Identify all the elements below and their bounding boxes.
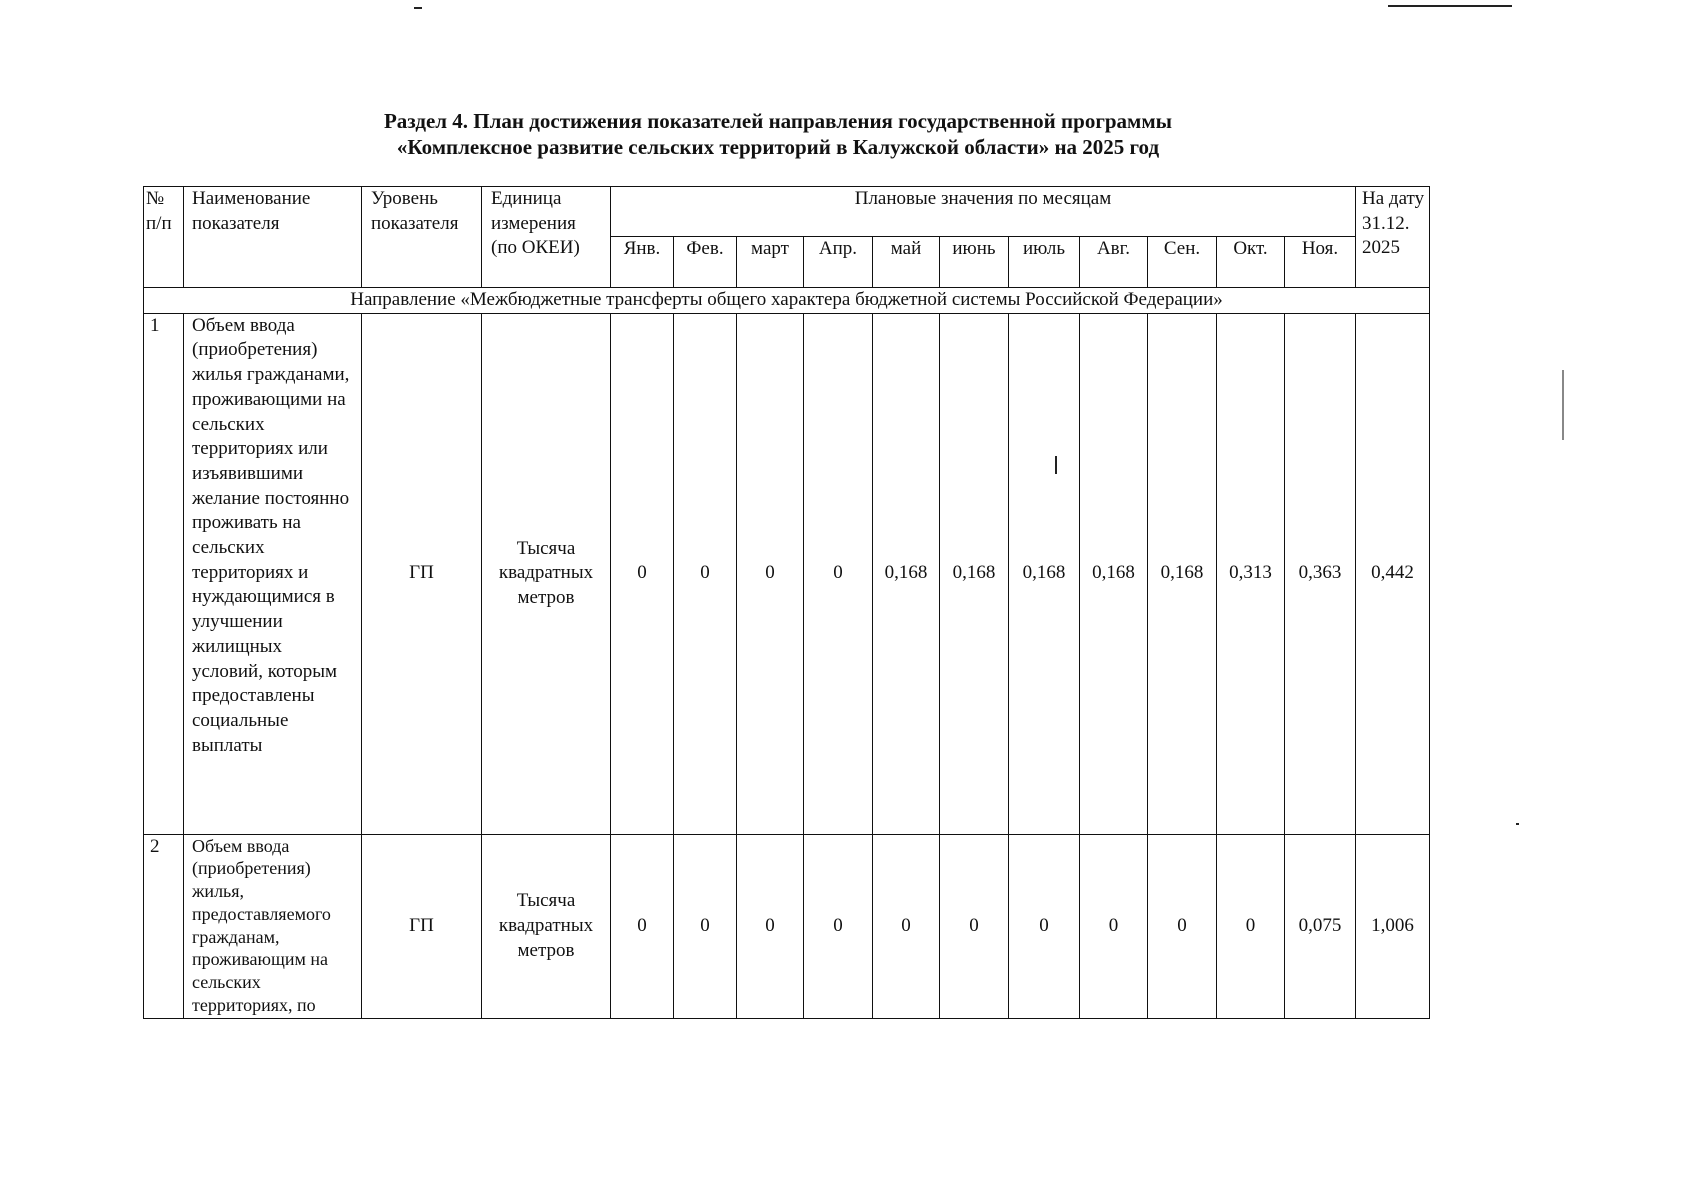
month-value: 0 — [1148, 834, 1217, 1018]
header-month: Ноя. — [1285, 237, 1356, 288]
indicator-name: Объем ввода (приобретения) жилья гражданами, проживающими на сельских территориях или изъявившими желание постоянно проживать на сельских территориях и нуждающимися в улучшении жилищных условий, которым предоставлены социальные выплаты — [184, 313, 362, 834]
month-value: 0 — [674, 313, 737, 834]
header-level: Уровень показателя — [362, 187, 482, 288]
indicator-level: ГП — [362, 834, 482, 1018]
month-value: 0 — [873, 834, 940, 1018]
month-value: 0 — [737, 834, 804, 1018]
month-value: 0,363 — [1285, 313, 1356, 834]
scan-mark — [1516, 823, 1519, 825]
scan-mark — [1055, 456, 1057, 474]
year-end-value: 0,442 — [1356, 313, 1430, 834]
month-value: 0,168 — [940, 313, 1009, 834]
month-value: 0,168 — [1080, 313, 1148, 834]
header-month: Фев. — [674, 237, 737, 288]
header-planned-values: Плановые значения по месяцам — [611, 187, 1356, 237]
header-unit: Единица измерения (по ОКЕИ) — [482, 187, 611, 288]
header-date: На дату 31.12. 2025 — [1356, 187, 1430, 288]
header-name: Наименование показателя — [184, 187, 362, 288]
month-value: 0 — [940, 834, 1009, 1018]
title-line-2: «Комплексное развитие сельских территорий в Калужской области» на 2025 год — [396, 135, 1160, 159]
month-value: 0 — [737, 313, 804, 834]
indicator-unit: Тысяча квадратных метров — [482, 834, 611, 1018]
indicator-name: Объем ввода (приобретения) жилья, предоставляемого гражданам, проживающим на сельских территориях, по — [184, 834, 362, 1018]
month-value: 0 — [1009, 834, 1080, 1018]
indicator-unit: Тысяча квадратных метров — [482, 313, 611, 834]
section-heading: Направление «Межбюджетные трансферты общего характера бюджетной системы Российской Федерации» — [144, 288, 1430, 314]
header-month: Янв. — [611, 237, 674, 288]
month-value: 0 — [611, 313, 674, 834]
year-end-value: 1,006 — [1356, 834, 1430, 1018]
header-num: № п/п — [144, 187, 184, 288]
month-value: 0,313 — [1217, 313, 1285, 834]
month-value: 0 — [611, 834, 674, 1018]
header-month: март — [737, 237, 804, 288]
title-line-1: Раздел 4. План достижения показателей направления государственной программы — [383, 109, 1173, 133]
month-value: 0,168 — [1009, 313, 1080, 834]
row-number: 2 — [144, 834, 184, 1018]
month-value: 0 — [804, 313, 873, 834]
header-month: Апр. — [804, 237, 873, 288]
month-value: 0,075 — [1285, 834, 1356, 1018]
header-month: май — [873, 237, 940, 288]
month-value: 0 — [674, 834, 737, 1018]
header-month: Окт. — [1217, 237, 1285, 288]
month-value: 0 — [1217, 834, 1285, 1018]
month-value: 0 — [804, 834, 873, 1018]
scan-mark — [1388, 5, 1512, 7]
header-month: июнь — [940, 237, 1009, 288]
month-value: 0,168 — [1148, 313, 1217, 834]
scan-mark — [414, 7, 422, 9]
scan-mark — [1562, 370, 1564, 440]
row-number: 1 — [144, 313, 184, 834]
header-month: июль — [1009, 237, 1080, 288]
header-month: Сен. — [1148, 237, 1217, 288]
page-title — [0, 108, 1556, 160]
table-row — [144, 834, 1430, 1018]
indicator-level: ГП — [362, 313, 482, 834]
table-row — [144, 313, 1430, 834]
header-month: Авг. — [1080, 237, 1148, 288]
month-value: 0,168 — [873, 313, 940, 834]
indicators-table — [143, 186, 1430, 1019]
month-value: 0 — [1080, 834, 1148, 1018]
